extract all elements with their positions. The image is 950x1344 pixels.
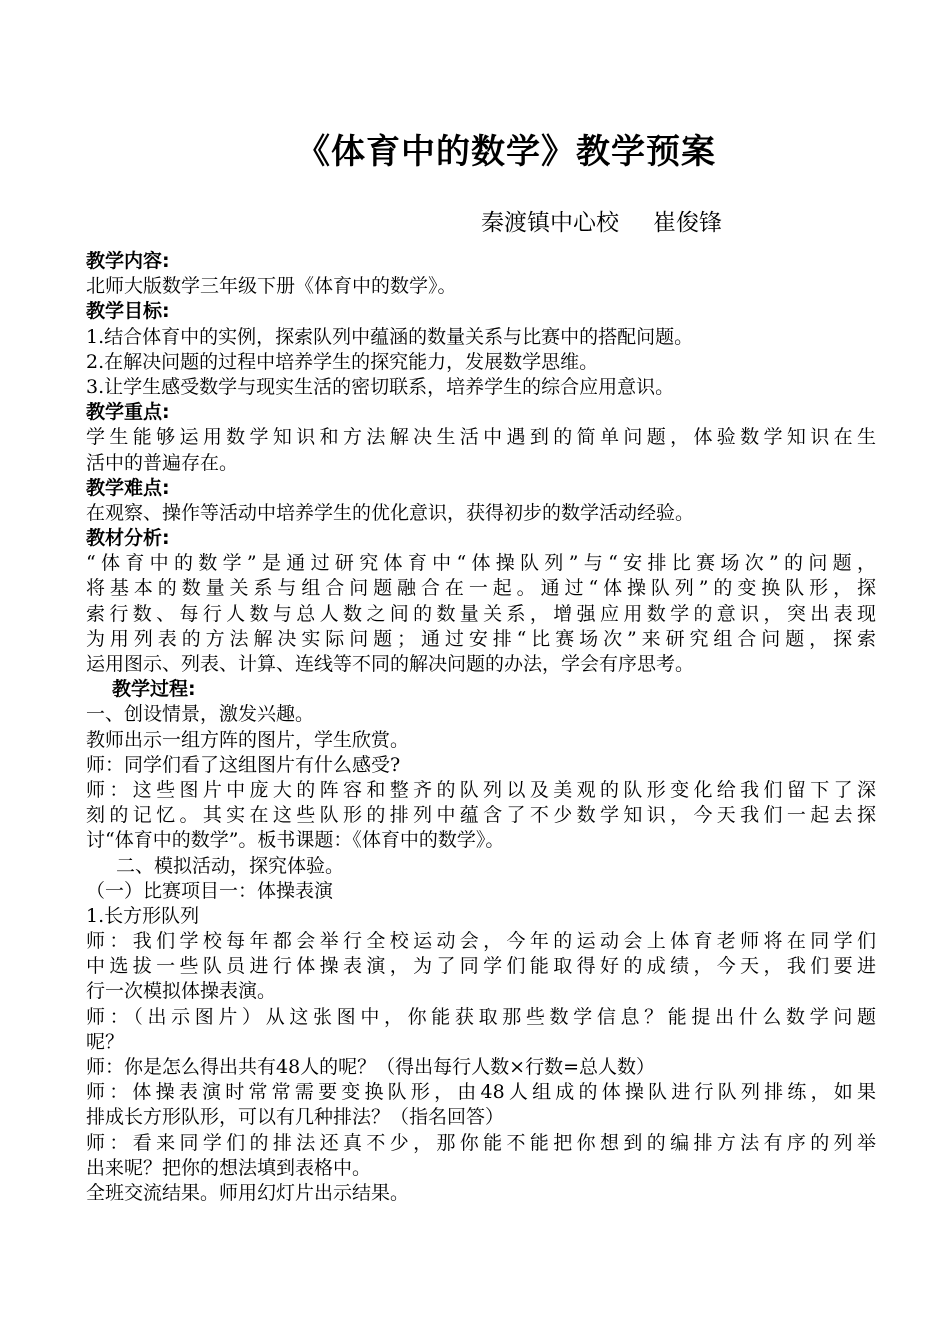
analysis-line: 索行数、每行人数与总人数之间的数量关系，增强应用数学的意识，突出表现 bbox=[86, 602, 876, 625]
heading-process: 教学过程: bbox=[112, 678, 196, 701]
analysis-line: 将基本的数量关系与组合问题融合在一起。通过“体操队列”的变换队形，探 bbox=[86, 577, 876, 600]
document-body bbox=[86, 249, 876, 1206]
process-line: 师：看来同学们的排法还真不少，那你能不能把你想到的编排方法有序的列举 bbox=[86, 1131, 876, 1154]
analysis-line: “体育中的数学”是通过研究体育中“体操队列”与“安排比赛场次”的问题， bbox=[86, 552, 876, 575]
process-line: 1.长方形队列 bbox=[86, 904, 200, 927]
process-line: 行一次模拟体操表演。 bbox=[86, 980, 277, 1003]
heading-key-points: 教学重点: bbox=[86, 401, 170, 424]
process-line: 二、模拟活动，探究体验。 bbox=[116, 854, 345, 877]
school-name: 秦渡镇中心校 bbox=[481, 210, 619, 236]
goal-line: 2.在解决问题的过程中培养学生的探究能力，发展数学思维。 bbox=[86, 350, 599, 373]
difficulty-line: 在观察、操作等活动中培养学生的优化意识，获得初步的数学活动经验。 bbox=[86, 501, 695, 524]
heading-difficulties: 教学难点: bbox=[86, 476, 170, 499]
process-line: 教师出示一组方阵的图片，学生欣赏。 bbox=[86, 728, 410, 751]
content-line: 北师大版数学三年级下册《体育中的数学》。 bbox=[86, 275, 457, 298]
heading-content: 教学内容: bbox=[86, 250, 170, 272]
process-line: 师：（出示图片）从这张图中，你能获取那些数学信息？能提出什么数学问题 bbox=[86, 1005, 876, 1028]
goal-line: 1.结合体育中的实例，探索队列中蕴涵的数量关系与比赛中的搭配问题。 bbox=[86, 325, 694, 348]
process-line: 中选拔一些队员进行体操表演，为了同学们能取得好的成绩，今天，我们要进 bbox=[86, 955, 876, 978]
analysis-line: 为用列表的方法解决实际问题；通过安排“比赛场次”来研究组合问题，探索 bbox=[86, 627, 876, 650]
author-line bbox=[481, 207, 722, 239]
process-line: 师：体操表演时常常需要变换队形，由48人组成的体操队进行队列排练，如果 bbox=[86, 1081, 876, 1104]
process-line: 讨“体育中的数学”。板书课题：《体育中的数学》。 bbox=[86, 829, 505, 852]
process-line: 刻的记忆。其实在这些队形的排列中蕴含了不少数学知识，今天我们一起去探 bbox=[86, 804, 876, 827]
heading-goals: 教学目标: bbox=[86, 300, 170, 323]
analysis-line: 运用图示、列表、计算、连线等不同的解决问题的办法，学会有序思考。 bbox=[86, 653, 695, 675]
goal-line: 3.让学生感受数学与现实生活的密切联系，培养学生的综合应用意识。 bbox=[86, 375, 675, 398]
process-line: 全班交流结果。师用幻灯片出示结果。 bbox=[86, 1181, 410, 1204]
key-point-line: 活中的普遍存在。 bbox=[86, 451, 239, 474]
heading-analysis: 教材分析: bbox=[86, 527, 170, 550]
process-line: （一）比赛项目一：体操表演 bbox=[86, 879, 334, 902]
process-line: 师：同学们看了这组图片有什么感受? bbox=[86, 753, 401, 776]
process-line: 呢？ bbox=[86, 1030, 125, 1053]
process-line: 排成长方形队形，可以有几种排法？（指名回答） bbox=[86, 1106, 505, 1129]
document-title: 《体育中的数学》教学预案 bbox=[296, 132, 716, 172]
process-line: 师：我们学校每年都会举行全校运动会，今年的运动会上体育老师将在同学们 bbox=[86, 930, 876, 953]
process-line: 师：你是怎么得出共有48人的呢？（得出每行人数×行数=总人数） bbox=[86, 1056, 656, 1078]
key-point-line: 学生能够运用数学知识和方法解决生活中遇到的简单问题，体验数学知识在生 bbox=[86, 426, 876, 449]
process-line: 出来呢？把你的想法填到表格中。 bbox=[86, 1156, 372, 1179]
process-line: 一、创设情景，激发兴趣。 bbox=[86, 703, 315, 726]
author-name: 崔俊锋 bbox=[653, 210, 722, 236]
process-line: 师：这些图片中庞大的阵容和整齐的队列以及美观的队形变化给我们留下了深 bbox=[86, 778, 876, 801]
